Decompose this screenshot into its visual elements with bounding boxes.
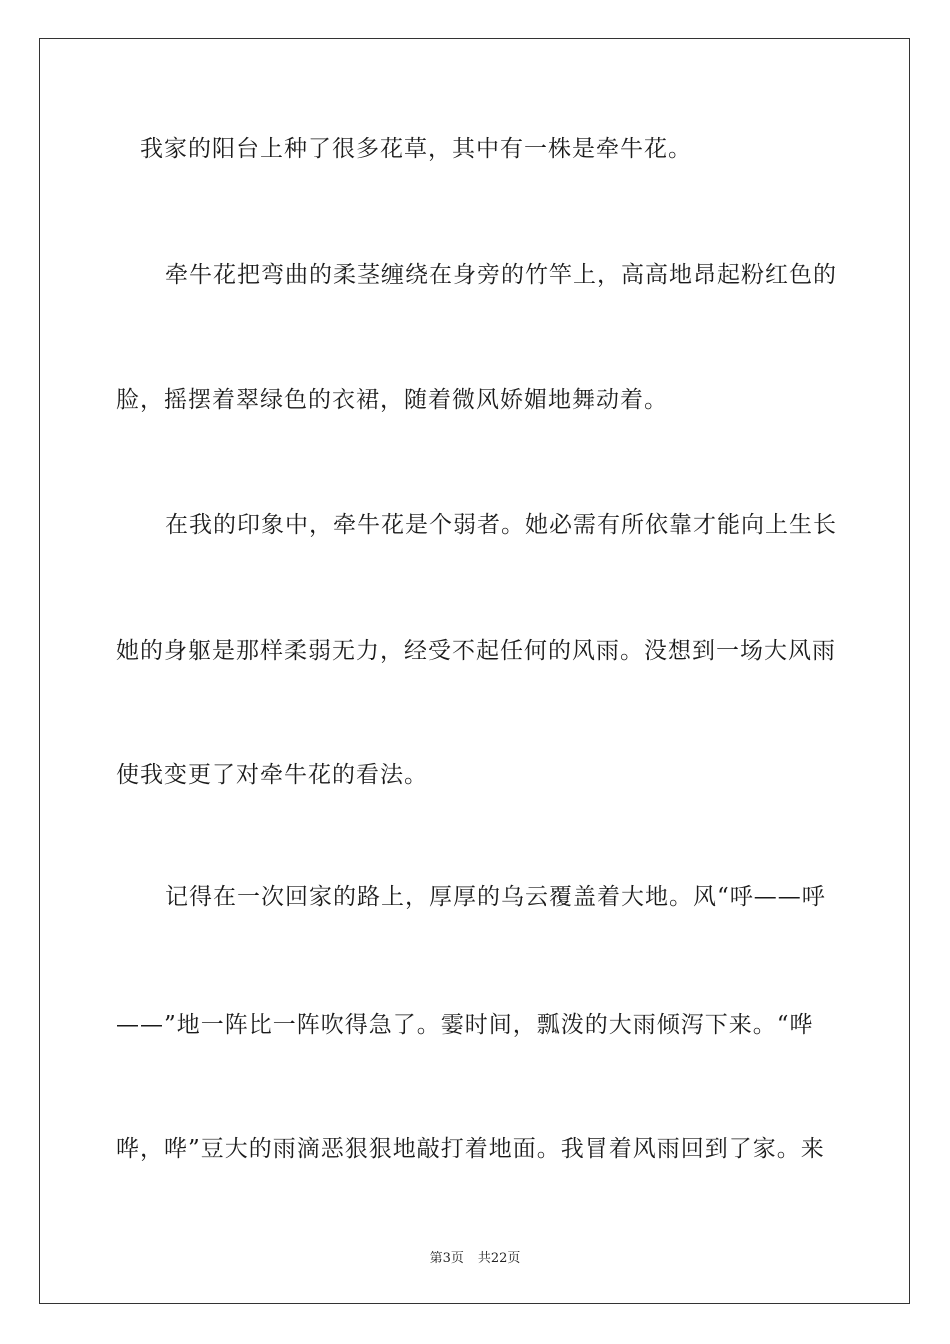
page-border (39, 38, 910, 1304)
page-number: 第3页 (429, 1251, 464, 1266)
page-total: 共22页 (477, 1251, 521, 1266)
text-line-5: 她的身躯是那样柔弱无力，经受不起任何的风雨。没想到一场大风雨 (116, 638, 836, 664)
text-line-8: ——”地一阵比一阵吹得急了。霎时间，瓢泼的大雨倾泻下来。“哗 (116, 1012, 814, 1038)
text-line-4: 在我的印象中，牵牛花是个弱者。她必需有所依靠才能向上生长 (165, 512, 837, 538)
text-line-3: 脸，摇摆着翠绿色的衣裙，随着微风娇媚地舞动着。 (116, 387, 668, 413)
text-line-7: 记得在一次回家的路上，厚厚的乌云覆盖着大地。风“呼——呼 (165, 884, 826, 910)
text-line-6: 使我变更了对牵牛花的看法。 (116, 762, 428, 788)
page-footer (0, 1247, 950, 1266)
text-line-9: 哗，哗”豆大的雨滴恶狠狠地敲打着地面。我冒着风雨回到了家。来 (116, 1136, 825, 1162)
text-line-2: 牵牛花把弯曲的柔茎缠绕在身旁的竹竿上，高高地昂起粉红色的 (165, 262, 837, 288)
text-line-1: 我家的阳台上种了很多花草，其中有一株是牵牛花。 (140, 136, 692, 162)
